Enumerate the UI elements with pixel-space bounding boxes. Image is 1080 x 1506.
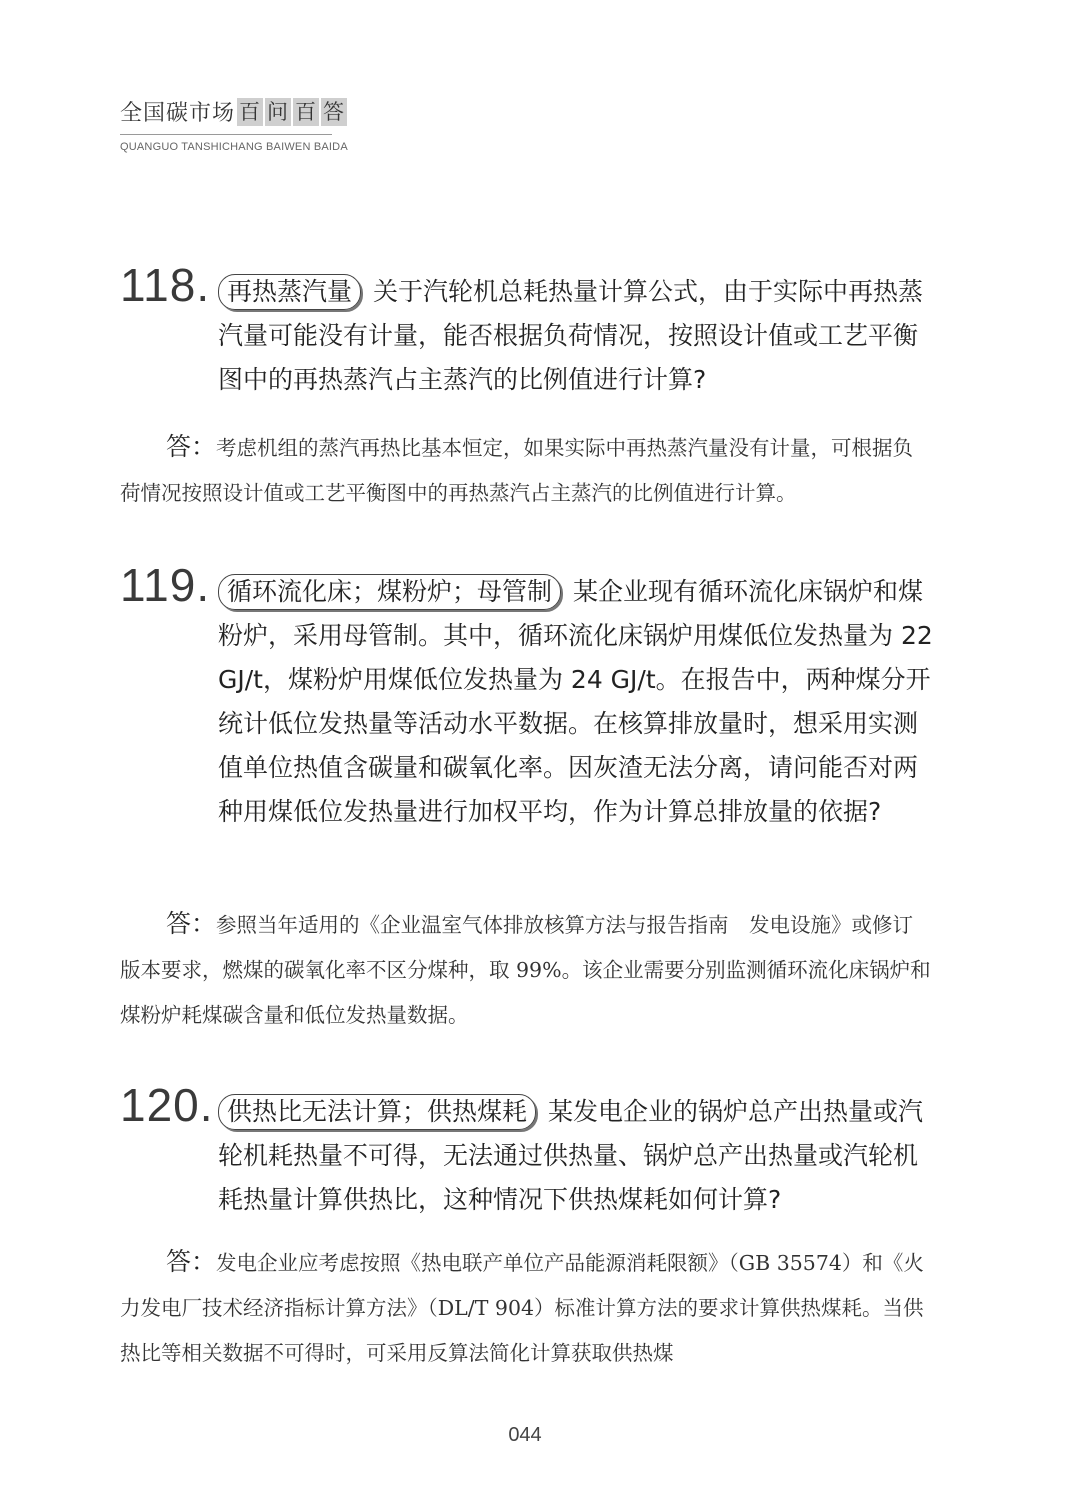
answer-label: 答： (166, 1247, 217, 1276)
answer-text: 发电企业应考虑按照《热电联产单位产品能源消耗限额》（GB 35574）和《火力发电厂技术经济指标计算方法》（DL/T 904）标准计算方法的要求计算供热煤耗。当供热比等相关数据不可得时，可采用反算法简化计算获取供热煤 (120, 1251, 924, 1365)
book-title-box-1: 百 (239, 99, 262, 124)
question-tag: 供热比无法计算；供热煤耗 (218, 1094, 536, 1130)
running-header (120, 96, 348, 153)
question-text-block (218, 1090, 940, 1222)
answer-text: 参照当年适用的《企业温室气体排放核算方法与报告指南 发电设施》或修订版本要求，燃煤的碳氧化率不区分煤种，取 99%。该企业需要分别监测循环流化床锅炉和煤粉炉耗煤碳含量和低位发热量数据。 (120, 913, 931, 1027)
question-tag: 再热蒸汽量 (218, 274, 361, 310)
answer-label: 答： (166, 432, 217, 461)
book-title-plain: 全国碳市场 (120, 101, 236, 126)
book-subtitle: QUANGUO TANSHICHANG BAIWEN BAIDA (120, 141, 348, 153)
question-number: 120. (120, 1079, 214, 1131)
question-text: 关于汽轮机总耗热量计算公式，由于实际中再热蒸汽量可能没有计量，能否根据负荷情况，按照设计值或工艺平衡图中的再热蒸汽占主蒸汽的比例值进行计算? (218, 277, 924, 394)
question-number: 119. (120, 559, 211, 611)
book-title-box-4: 答 (323, 99, 346, 124)
answer-text: 考虑机组的蒸汽再热比基本恒定，如果实际中再热蒸汽量没有计量，可根据负荷情况按照设计值或工艺平衡图中的再热蒸汽占主蒸汽的比例值进行计算。 (120, 436, 914, 505)
question-text: 某发电企业的锅炉总产出热量或汽轮机耗热量不可得，无法通过供热量、锅炉总产出热量或汽轮机耗热量计算供热比，这种情况下供热煤耗如何计算? (218, 1097, 924, 1214)
question-120 (120, 1079, 940, 1222)
answer-120 (120, 1239, 932, 1376)
header-divider (120, 134, 332, 135)
answer-118 (120, 424, 932, 516)
question-number: 118. (120, 259, 211, 311)
question-text-block (218, 270, 940, 402)
question-text-block (218, 570, 940, 834)
question-tag: 循环流化床；煤粉炉；母管制 (218, 574, 561, 610)
page-number: 044 (508, 1424, 542, 1446)
answer-119 (120, 901, 932, 1038)
answer-label: 答： (166, 909, 217, 938)
book-title-box-3: 百 (295, 99, 318, 124)
book-title-box-2: 问 (267, 99, 290, 124)
question-119 (120, 559, 940, 834)
book-title (120, 96, 348, 127)
question-text: 某企业现有循环流化床锅炉和煤粉炉，采用母管制。其中，循环流化床锅炉用煤低位发热量为 22 GJ/t，煤粉炉用煤低位发热量为 24 GJ/t。在报告中，两种煤分开统计低位发热量等活动水平数据。在核算排放量时，想采用实测值单位热值含碳量和碳氧化率。因灰渣无法分离，请问能否对两种用煤低位发热量进行加权平均，作为计算总排放量的依据? (218, 577, 933, 826)
question-118 (120, 259, 940, 402)
